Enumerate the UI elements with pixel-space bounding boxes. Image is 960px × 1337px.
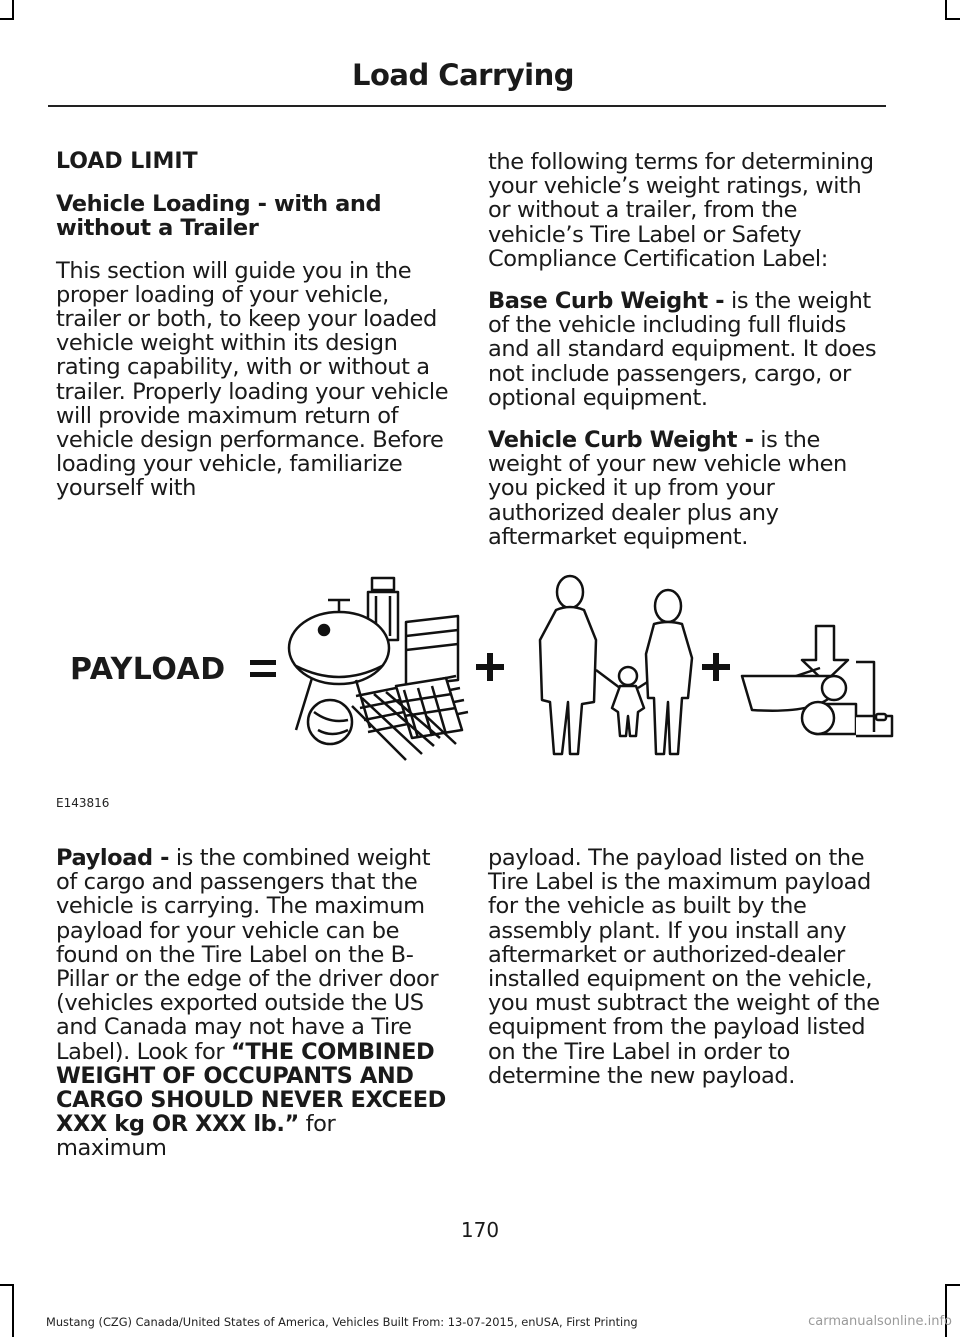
payload-equation-drawing — [56, 566, 896, 771]
intro-paragraph: This section will guide you in the proper loading of your vehicle, trailer or both, to keep your loaded vehicle weight within its design rating capability, with or without a trailer. Properly loading your vehicle will provide maximum return of vehicle design performance. Before loading your vehicle, familiarize yourself with — [56, 257, 449, 502]
term-definition-tail: for maximum — [56, 1111, 336, 1162]
vehicle-curb-weight-definition — [488, 428, 884, 549]
trailer-hitch-icon — [742, 626, 892, 736]
terms-intro: the following terms for determining your vehicle’s weight ratings, with or without a trailer, from the vehicle’s Tire Label or Safety Compliance Certification Label: — [488, 149, 874, 272]
payload-definition — [56, 846, 452, 1161]
base-curb-weight-definition — [488, 289, 884, 410]
page-number: 170 — [460, 1218, 500, 1242]
subsection-heading: Vehicle Loading - with and without a Trailer — [56, 191, 382, 242]
passengers-icon — [540, 576, 692, 754]
crop-mark — [0, 1284, 14, 1286]
crop-mark — [12, 0, 14, 20]
right-column-top — [488, 150, 884, 567]
crop-mark — [945, 0, 947, 20]
page-header-title: Load Carrying — [351, 58, 574, 92]
figure-code: E143816 — [56, 796, 110, 810]
cargo-icon — [289, 578, 468, 760]
plus-icon — [702, 653, 730, 681]
payload-label: PAYLOAD — [70, 652, 226, 687]
term-label: Base Curb Weight - — [488, 288, 725, 315]
header-rule — [48, 105, 886, 107]
label-quote: “THE COMBINED WEIGHT OF OCCUPANTS AND CARGO SHOULD NEVER EXCEED XXX kg OR XXX lb.” — [56, 1038, 446, 1138]
term-definition: is the weight of the vehicle including full fluids and all standard equipment. It does not include passengers, cargo, or optional equipment. — [488, 288, 877, 411]
equals-icon — [250, 660, 276, 677]
term-definition: is the combined weight of cargo and passengers that the vehicle is carrying. The maximum payload for your vehicle can be found on the Tire Label on the B-Pillar or the edge of the driver door (vehicles exported outside the US and Canada may not have a Tire Label). Look for — [56, 845, 439, 1065]
crop-mark — [945, 1284, 947, 1337]
term-label: Vehicle Curb Weight - — [488, 427, 754, 454]
footer-text: Mustang (CZG) Canada/United States of America, Vehicles Built From: 13-07-2015, enUSA, First Printing — [46, 1315, 638, 1329]
section-heading: LOAD LIMIT — [56, 149, 198, 174]
left-column-bottom — [56, 846, 452, 1179]
term-definition: is the weight of your new vehicle when you picked it up from your authorized dealer plus any aftermarket equipment. — [488, 427, 847, 550]
plus-icon — [476, 653, 504, 681]
payload-continuation: payload. The payload listed on the Tire Label is the maximum payload for the vehicle as built by the assembly plant. If you install any aftermarket or authorized-dealer installed equipment on the vehicle, you must subtract the weight of the equipment from the payload listed on the Tire Label in order to determine the new payload. — [488, 845, 880, 1089]
crop-mark — [945, 18, 960, 20]
crop-mark — [0, 18, 14, 20]
right-column-bottom — [488, 846, 884, 1106]
term-label: Payload - — [56, 845, 170, 871]
payload-illustration — [56, 566, 896, 771]
crop-mark — [12, 1284, 14, 1337]
watermark: carmanualsonline.info — [808, 1314, 952, 1329]
left-column-top — [56, 150, 452, 519]
crop-mark — [945, 1284, 960, 1286]
